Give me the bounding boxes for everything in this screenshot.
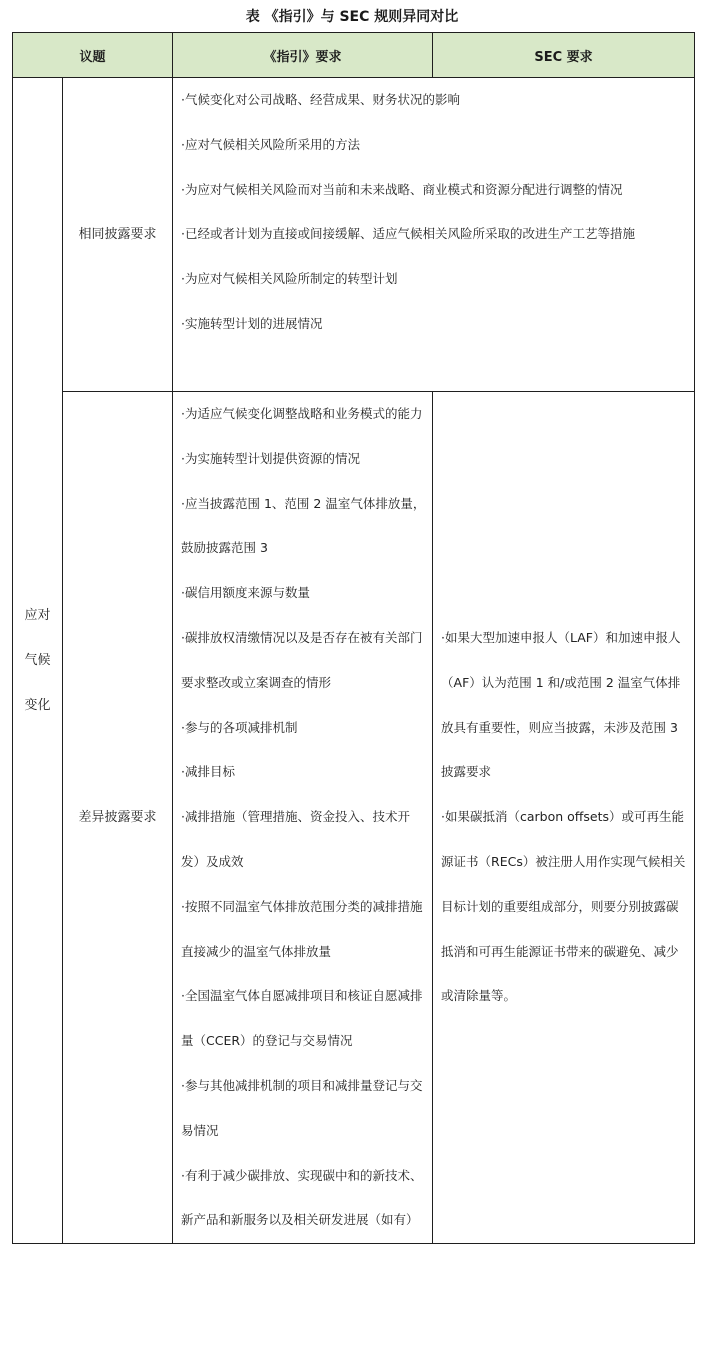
header-sec: SEC 要求 — [433, 33, 695, 78]
same-item: ·应对气候相关风险所采用的方法 — [181, 136, 360, 152]
diff-sec-item: ·如果大型加速申报人（LAF）和加速申报人（AF）认为范围 1 和/或范围 2 温室气体排放具有重要性，则应当披露，未涉及范围 3 披露要求 — [441, 629, 681, 780]
diff-guideline-item: ·参与的各项减排机制 — [181, 719, 298, 735]
diff-guideline-item: ·参与其他减排机制的项目和减排量登记与交易情况 — [181, 1077, 423, 1138]
same-item: ·实施转型计划的进展情况 — [181, 315, 323, 331]
comparison-table — [12, 32, 695, 1244]
header-row — [13, 33, 695, 78]
same-item: ·为应对气候相关风险而对当前和未来战略、商业模式和资源分配进行调整的情况 — [181, 181, 623, 197]
same-label: 相同披露要求 — [63, 78, 173, 392]
header-guideline: 《指引》要求 — [173, 33, 433, 78]
diff-row — [13, 392, 695, 1244]
topic-line: 应对 — [24, 608, 51, 624]
same-item: ·为应对气候相关风险所制定的转型计划 — [181, 271, 398, 287]
diff-guideline-item: ·碳信用额度来源与数量 — [181, 585, 310, 601]
diff-guideline-item: ·减排目标 — [181, 764, 235, 780]
diff-guideline-items — [173, 392, 433, 1244]
same-row — [13, 78, 695, 392]
same-item: ·已经或者计划为直接或间接缓解、适应气候相关风险所采取的改进生产工艺等措施 — [181, 226, 635, 242]
header-topic: 议题 — [13, 33, 173, 78]
diff-guideline-item: ·应当披露范围 1、范围 2 温室气体排放量，鼓励披露范围 3 — [181, 495, 426, 556]
diff-guideline-item: ·有利于减少碳排放、实现碳中和的新技术、新产品和新服务以及相关研发进展（如有） — [181, 1167, 423, 1228]
diff-sec-items — [433, 392, 695, 1244]
diff-guideline-item: ·为适应气候变化调整战略和业务模式的能力 — [181, 406, 423, 421]
diff-guideline-item: ·全国温室气体自愿减排项目和核证自愿减排量（CCER）的登记与交易情况 — [181, 988, 423, 1049]
topic-line: 气候 — [24, 653, 51, 669]
same-items — [173, 78, 695, 392]
diff-guideline-item: ·为实施转型计划提供资源的情况 — [181, 450, 360, 466]
diff-guideline-item: ·减排措施（管理措施、资金投入、技术开发）及成效 — [181, 809, 410, 869]
diff-label: 差异披露要求 — [63, 392, 173, 1244]
diff-guideline-item: ·碳排放权清缴情况以及是否存在被有关部门要求整改或立案调查的情形 — [181, 629, 423, 690]
table-caption: 表 《指引》与 SEC 规则异同对比 — [245, 9, 459, 25]
diff-sec-item: ·如果碳抵消（carbon offsets）或可再生能源证书（RECs）被注册人用作实现气候相关目标计划的重要组成部分，则要分别披露碳抵消和可再生能源证书带来的碳避免、减少或清除量等。 — [441, 809, 686, 1004]
diff-guideline-item: ·按照不同温室气体排放范围分类的减排措施直接减少的温室气体排放量 — [181, 898, 423, 959]
same-item: ·气候变化对公司战略、经营成果、财务状况的影响 — [181, 92, 460, 107]
topic-cell — [13, 78, 63, 1244]
topic-line: 变化 — [24, 698, 51, 714]
